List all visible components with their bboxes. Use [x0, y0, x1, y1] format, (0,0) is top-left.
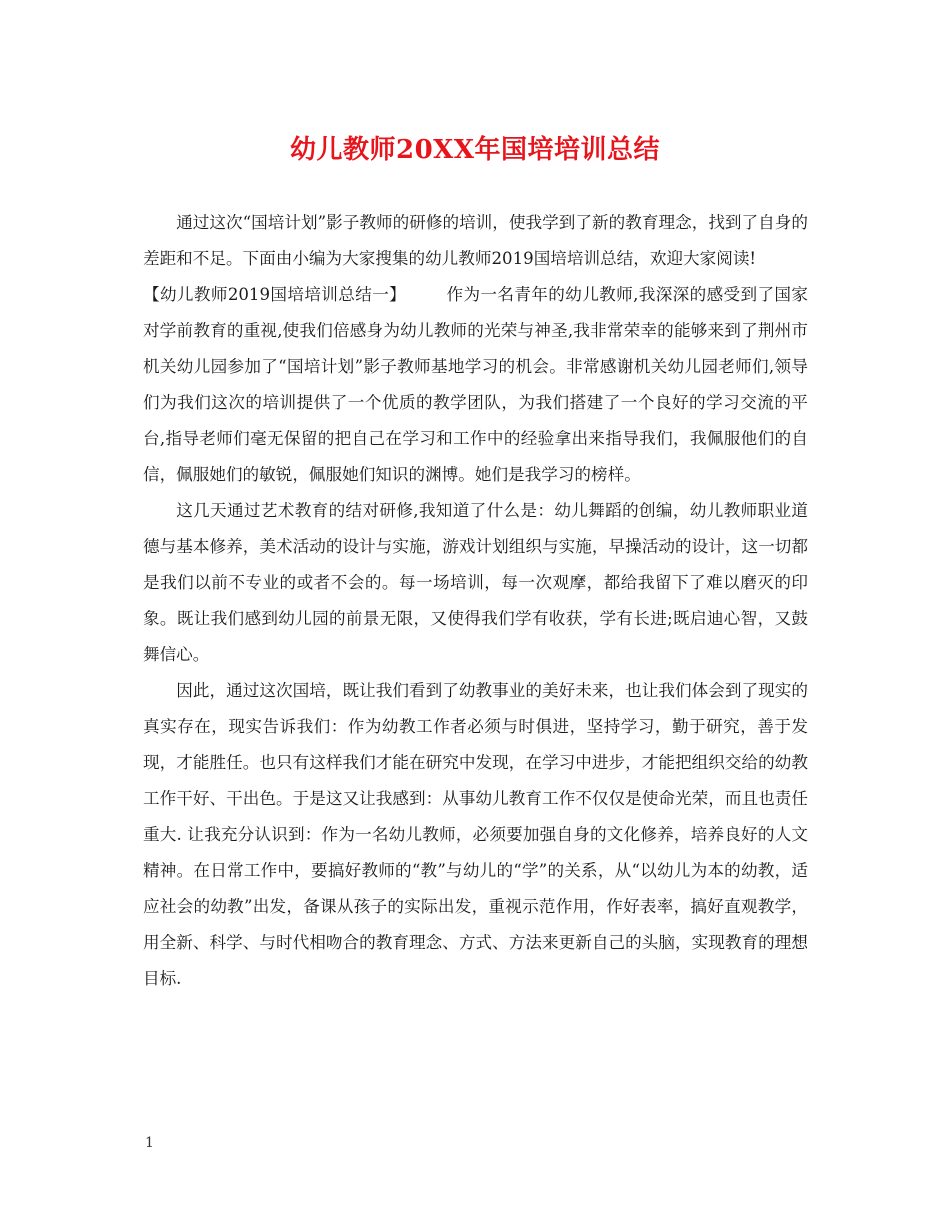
- paragraph-two: 这几天通过艺术教育的结对研修,我知道了什么是：幼儿舞蹈的创编，幼儿教师职业道德与基本修养，美术活动的设计与实施，游戏计划组织与实施，早操活动的设计，这一切都是我们以前不专业的或者不会的。每一场培训，每一次观摩，都给我留下了难以磨灭的印象。既让我们感到幼儿园的前景无限，又使得我们学有收获，学有长进;既启迪心智，又鼓舞信心。: [143, 501, 808, 664]
- intro-paragraph: 通过这次“国培计划”影子教师的研修的培训，使我学到了新的教育理念，找到了自身的差距和不足。下面由小编为大家搜集的幼儿教师2019国培培训总结，欢迎大家阅读!: [143, 213, 808, 268]
- paragraph-three: 因此，通过这次国培，既让我们看到了幼教事业的美好未来，也让我们体会到了现实的真实存在，现实告诉我们：作为幼教工作者必须与时俱进，坚持学习，勤于研究，善于发现，才能胜任。也只有这样我们才能在研究中发现，在学习中进步，才能把组织交给的幼教工作干好、干出色。于是这又让我感到：从事幼儿教育工作不仅仅是使命光荣，而且也责任重大. 让我充分认识到：作为一名幼儿教师，必须要加强自身的文化修养，培养良好的人文精神。在日常工作中，要搞好教师的“教”与幼儿的“学”的关系，从“以幼儿为本的幼教，适应社会的幼教”出发，备课从孩子的实际出发，重视示范作用，作好表率，搞好直观教学，用全新、科学、与时代相吻合的教育理念、方式、方法来更新自己的头脑，实现教育的理想目标.: [143, 681, 808, 988]
- section-heading: 【幼儿教师2019国培培训总结一】: [143, 285, 407, 304]
- section-one-paragraph: [143, 277, 808, 493]
- document-title: 幼儿教师20XX年国培培训总结: [289, 135, 661, 165]
- page-number: 1: [145, 1135, 154, 1151]
- paragraph-one-text: 作为一名青年的幼儿教师,我深深的感受到了国家对学前教育的重视,使我们倍感身为幼儿教师的光荣与神圣,我非常荣幸的能够来到了荆州市机关幼儿园参加了“国培计划”影子教师基地学习的机会。非常感谢机关幼儿园老师们,领导们为我们这次的培训提供了一个优质的教学团队，为我们搭建了一个良好的学习交流的平台,指导老师们毫无保留的把自己在学习和工作中的经验拿出来指导我们，我佩服他们的自信，佩服她们的敏锐，佩服她们知识的渊博。她们是我学习的榜样。: [143, 285, 808, 484]
- document-body: [143, 205, 808, 997]
